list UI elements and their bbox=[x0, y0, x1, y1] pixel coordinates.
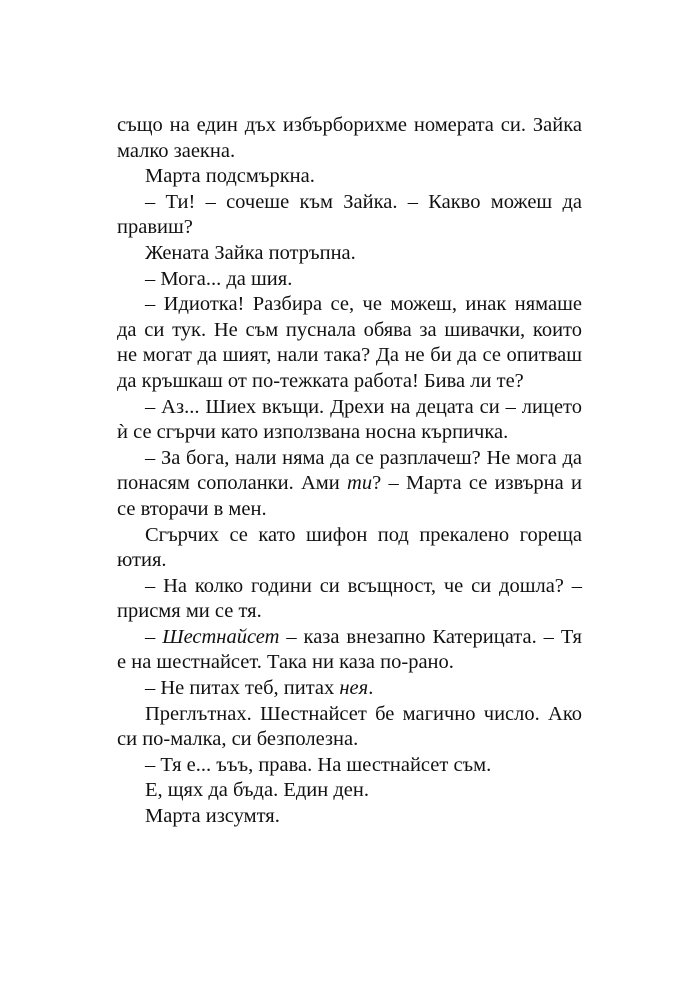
text-span: – каза внезапно Катерицата. – Тя е на шестнайсет. Така ни каза по-рано. bbox=[117, 625, 582, 674]
text-span: Сгърчих се като шифон под прекалено гореща ютия. bbox=[117, 523, 582, 572]
text-span: ? – Марта се извърна и се вторачи в мен. bbox=[117, 472, 582, 520]
paragraph bbox=[117, 446, 582, 523]
paragraph bbox=[117, 241, 582, 267]
text-span: Марта изсумтя. bbox=[145, 805, 280, 828]
text-span: . bbox=[368, 677, 374, 700]
paragraph bbox=[117, 676, 582, 702]
body-text bbox=[117, 113, 582, 830]
paragraph bbox=[117, 702, 582, 753]
text-span: Е, щях да бъда. Един ден. bbox=[145, 779, 369, 802]
paragraph bbox=[117, 574, 582, 625]
paragraph bbox=[117, 523, 582, 574]
paragraph bbox=[117, 804, 582, 830]
paragraph bbox=[117, 164, 582, 190]
paragraph bbox=[117, 292, 582, 394]
paragraph bbox=[117, 753, 582, 779]
text-span: – Не питах теб, питах bbox=[145, 677, 340, 700]
text-span: Марта подсмъркна. bbox=[145, 165, 315, 188]
italic-text-span: Шестнайсет bbox=[162, 625, 280, 648]
paragraph bbox=[117, 113, 582, 164]
italic-text-span: нея bbox=[339, 677, 369, 700]
text-span: – На колко години си всъщност, че си дошла? – присмя ми се тя. bbox=[117, 574, 582, 623]
text-span: – За бога, нали няма да се разплачеш? Не мога да понасям сополанки. Ами bbox=[117, 446, 582, 495]
text-span: – Ти! – сочеше към Зайка. – Какво можеш да правиш? bbox=[117, 190, 582, 239]
text-span: Жената Зайка потръпна. bbox=[145, 241, 356, 264]
text-span: – bbox=[145, 625, 163, 648]
text-span: също на един дъх избърборихме номерата си. Зайка малко заекна. bbox=[117, 114, 582, 162]
text-span: – Тя е... ъъъ, права. На шестнайсет съм. bbox=[145, 753, 492, 776]
text-span: – Идиотка! Разбира се, че можеш, инак нямаше да си тук. Не съм пуснала обява за шивачки, които не могат да шият, нали така? Да не би да се опитваш да кръшкаш от по-тежката работа! Бива ли те? bbox=[117, 293, 582, 392]
italic-text-span: ти bbox=[347, 472, 373, 495]
paragraph bbox=[117, 778, 582, 804]
paragraph bbox=[117, 190, 582, 241]
text-span: – Аз... Шиех вкъщи. Дрехи на децата си – лицето ѝ се сгърчи като използвана носна кърпичка. bbox=[117, 395, 582, 444]
paragraph bbox=[117, 395, 582, 446]
paragraph bbox=[117, 267, 582, 293]
text-span: – Мога... да шия. bbox=[145, 267, 293, 290]
text-span: Преглътнах. Шестнайсет бе магично число. Ако си по-малка, си безполезна. bbox=[117, 702, 582, 751]
paragraph bbox=[117, 625, 582, 676]
